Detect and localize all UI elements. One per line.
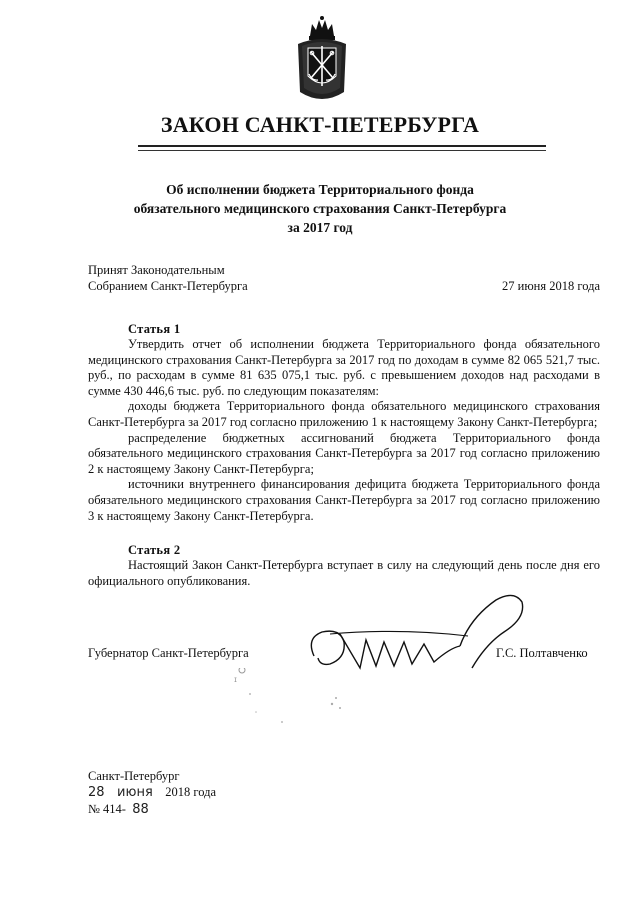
footer-number-suffix: 88	[132, 802, 149, 817]
title-divider-thin	[138, 150, 546, 151]
article-paragraph: Настоящий Закон Санкт-Петербурга вступает в силу на следующий день после дня его официального опубликования.	[88, 558, 600, 588]
adoption-date: 27 июня 2018 года	[502, 279, 600, 293]
article-1-heading: Статья 1	[128, 322, 181, 336]
subtitle-line: за 2017 год	[287, 220, 353, 235]
article-2-body	[88, 558, 600, 589]
faint-stamp-icon	[222, 668, 352, 738]
adoption-body	[88, 262, 248, 294]
adoption-line: Принят Законодательным	[88, 263, 225, 277]
article-paragraph: Утвердить отчет об исполнении бюджета Территориального фонда обязательного медицинского страхования Санкт-Петербурга за 2017 год по доходам в сумме 82 065 521,7 тыс. руб., по расходам в сумме 81 635 075,1 тыс. руб. с превышением доходов над расходами в сумме 430 446,6 тыс. руб. по следующим показателям:	[88, 337, 600, 398]
signatory-position: Губернатор Санкт-Петербурга	[88, 646, 249, 660]
article-paragraph: источники внутреннего финансирования дефицита бюджета Территориального фонда обязательного медицинского страхования Санкт-Петербурга за 2017 год согласно приложению 3 к настоящему Закону Санкт-Петербурга.	[88, 477, 600, 523]
article-paragraph: распределение бюджетных ассигнований бюджета Территориального фонда обязательного медицинского страхования Санкт-Петербурга за 2017 год согласно приложению 2 к настоящему Закону Санкт-Петербурга;	[88, 430, 600, 476]
law-title: ЗАКОН САНКТ-ПЕТЕРБУРГА	[160, 112, 480, 137]
footer-year: 2018 года	[165, 785, 217, 799]
footer-number-prefix: № 414-	[88, 802, 126, 816]
signatory-name: Г.С. Полтавченко	[496, 646, 588, 660]
subtitle-line: обязательного медицинского страхования Санкт-Петербурга	[133, 201, 507, 216]
footer-date	[88, 784, 216, 801]
title-divider	[138, 145, 546, 148]
handwritten-signature-icon	[300, 588, 530, 680]
adoption-line: Собранием Санкт-Петербурга	[88, 279, 248, 293]
document-footer	[88, 768, 216, 818]
footer-month: июня	[117, 785, 153, 800]
footer-day: 28	[88, 785, 105, 800]
coat-of-arms-spb-icon	[296, 14, 348, 108]
footer-number	[88, 801, 216, 818]
article-paragraph: доходы бюджета Территориального фонда обязательного медицинского страхования Санкт-Петербурга за 2017 год согласно приложению 1 к настоящему Закону Санкт-Петербурга;	[88, 399, 600, 429]
article-1-body	[88, 337, 600, 524]
footer-city: Санкт-Петербург	[88, 769, 180, 783]
article-2-heading: Статья 2	[128, 543, 181, 557]
law-subtitle	[90, 180, 550, 237]
subtitle-line: Об исполнении бюджета Территориального фонда	[166, 182, 474, 197]
svg-text:ɪ: ɪ	[234, 675, 237, 684]
